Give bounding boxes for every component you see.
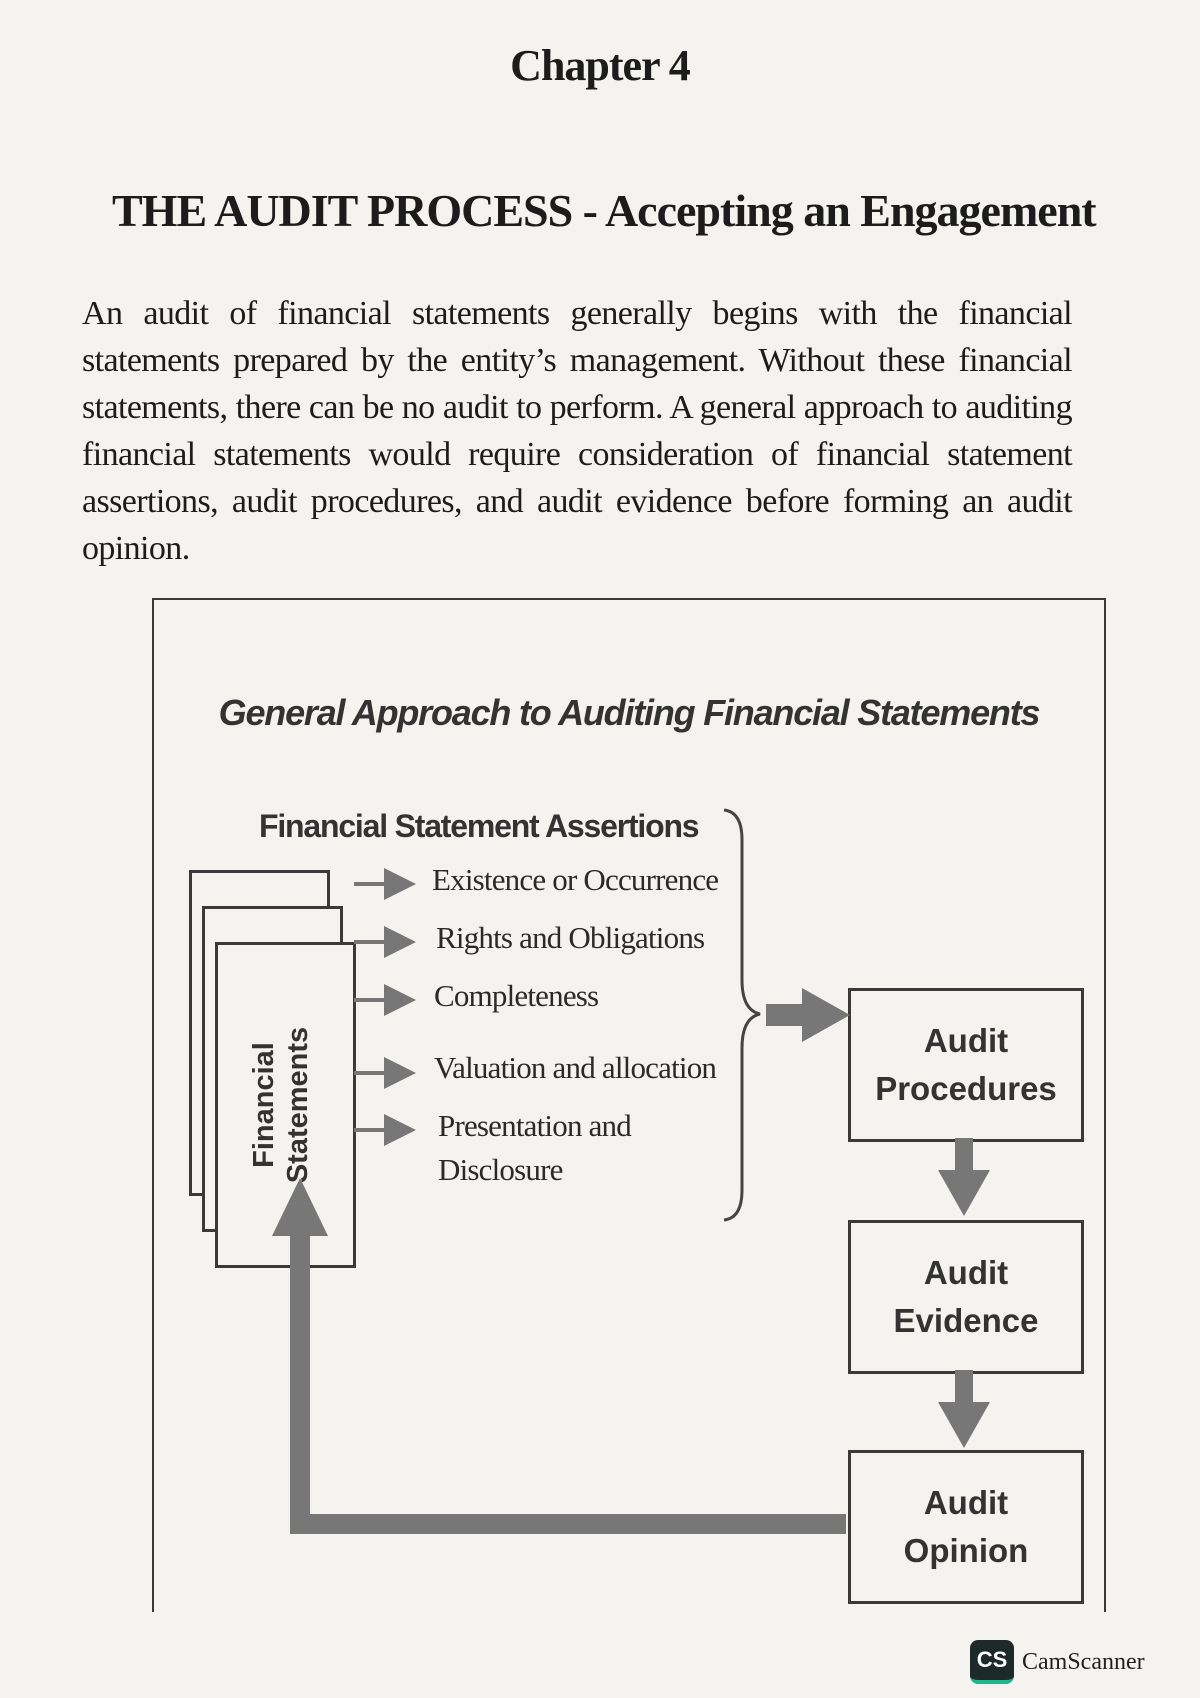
assertion-valuation: Valuation and allocation xyxy=(434,1050,717,1085)
curly-brace-icon xyxy=(724,810,760,1220)
audit-evidence-line1: Audit xyxy=(923,1254,1009,1291)
audit-procedures-line1: Audit xyxy=(923,1022,1009,1059)
intro-paragraph: An audit of financial statements generally begins with the financial statements prepared by the entity’s management. Without these financial statements, there can be no audit to perform. A general approach to auditing financial statements would require consideration of financial statement assertions, audit procedures, and audit evidence before forming an audit opinion. xyxy=(82,295,1072,567)
assertions-heading: Financial Statement Assertions xyxy=(259,808,699,844)
camscanner-logo-icon: CS xyxy=(970,1640,1014,1684)
assertion-presentation: Presentation and xyxy=(438,1108,631,1143)
diagram-arrows xyxy=(154,600,1104,1612)
assertion-existence: Existence or Occurrence xyxy=(432,862,719,897)
audit-evidence-line2: Evidence xyxy=(893,1302,1039,1339)
financial-statements-line1: Financial xyxy=(248,1042,281,1168)
figure-title: General Approach to Auditing Financial Statements xyxy=(218,692,1040,733)
financial-statements-line2: Statements xyxy=(282,1026,315,1184)
assertion-rights: Rights and Obligations xyxy=(436,920,705,955)
camscanner-watermark xyxy=(970,1640,1145,1684)
arrow-up-icon xyxy=(272,1178,328,1236)
page-title: THE AUDIT PROCESS - Accepting an Engagement xyxy=(112,185,1096,236)
camscanner-text: CamScanner xyxy=(1022,1648,1145,1675)
audit-approach-figure xyxy=(152,598,1106,1612)
audit-procedures-line2: Procedures xyxy=(875,1070,1057,1107)
assertion-completeness: Completeness xyxy=(434,978,599,1013)
audit-opinion-line2: Opinion xyxy=(903,1532,1029,1569)
assertion-disclosure: Disclosure xyxy=(438,1152,563,1187)
chapter-heading: Chapter 4 xyxy=(510,41,690,90)
audit-opinion-line1: Audit xyxy=(923,1484,1009,1521)
feedback-arrow xyxy=(300,1220,846,1524)
